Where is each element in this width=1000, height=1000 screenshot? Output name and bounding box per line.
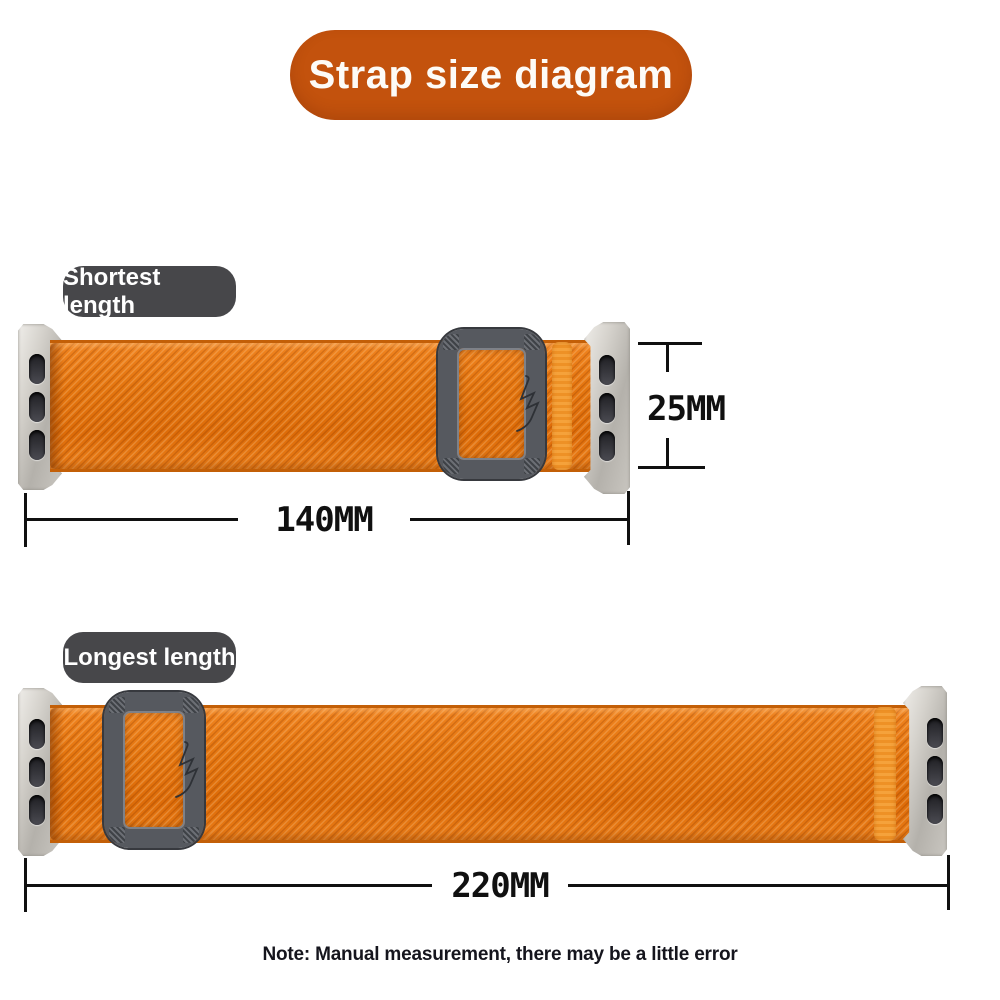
adapter-slot bbox=[927, 718, 943, 748]
title-banner bbox=[290, 30, 692, 120]
dimension-140mm-right-tick bbox=[627, 491, 630, 545]
longest-length-label: Longest length bbox=[63, 643, 236, 671]
stitch-band-short bbox=[552, 342, 572, 470]
buckle-corner-hatch bbox=[109, 697, 125, 713]
dimension-25mm-label: 25MM bbox=[647, 389, 725, 429]
adapter-slot bbox=[29, 719, 45, 749]
buckle-corner-hatch bbox=[443, 458, 459, 474]
dimension-220mm-right-line bbox=[568, 884, 950, 887]
dimension-140mm-label: 140MM bbox=[275, 500, 373, 540]
dimension-220mm-left-line bbox=[24, 884, 432, 887]
stitch-band-long bbox=[874, 707, 896, 841]
mountain-logo-icon bbox=[171, 737, 201, 803]
shortest-length-label: Shortest length bbox=[63, 263, 161, 319]
buckle-corner-hatch bbox=[109, 827, 125, 843]
buckle-corner-hatch bbox=[443, 334, 459, 350]
adapter-slot bbox=[927, 756, 943, 786]
shortest-length-badge bbox=[63, 263, 236, 319]
adapter-slot bbox=[927, 794, 943, 824]
longest-length-badge bbox=[63, 632, 236, 683]
dimension-140mm-right-line bbox=[410, 518, 630, 521]
adapter-slot bbox=[599, 431, 615, 461]
dimension-25mm-top-tick bbox=[666, 342, 669, 372]
watch-adapter-right-long bbox=[903, 686, 947, 856]
dimension-140mm-left-line bbox=[24, 518, 238, 521]
buckle-corner-hatch bbox=[524, 334, 540, 350]
adapter-slot bbox=[599, 393, 615, 423]
adapter-slot bbox=[29, 795, 45, 825]
adapter-slot bbox=[29, 757, 45, 787]
dimension-25mm-bottom-line bbox=[638, 466, 705, 469]
slider-buckle-long bbox=[104, 692, 204, 848]
adapter-slot bbox=[29, 430, 45, 460]
dimension-25mm-bottom-tick bbox=[666, 438, 669, 469]
adapter-slot bbox=[599, 355, 615, 385]
adapter-slot bbox=[29, 354, 45, 384]
dimension-220mm-label: 220MM bbox=[451, 866, 549, 906]
buckle-corner-hatch bbox=[183, 697, 199, 713]
dimension-220mm-right-tick bbox=[947, 855, 950, 910]
fabric-fold bbox=[50, 708, 64, 840]
adapter-slot bbox=[29, 392, 45, 422]
mountain-logo-icon bbox=[512, 371, 542, 437]
slider-buckle-short bbox=[438, 329, 545, 479]
dimension-25mm-top-line bbox=[638, 342, 702, 345]
fabric-fold bbox=[50, 343, 64, 469]
watch-adapter-right-short bbox=[584, 322, 630, 494]
measurement-note: Note: Manual measurement, there may be a little error bbox=[262, 944, 738, 965]
page-title: Strap size diagram bbox=[308, 52, 674, 97]
